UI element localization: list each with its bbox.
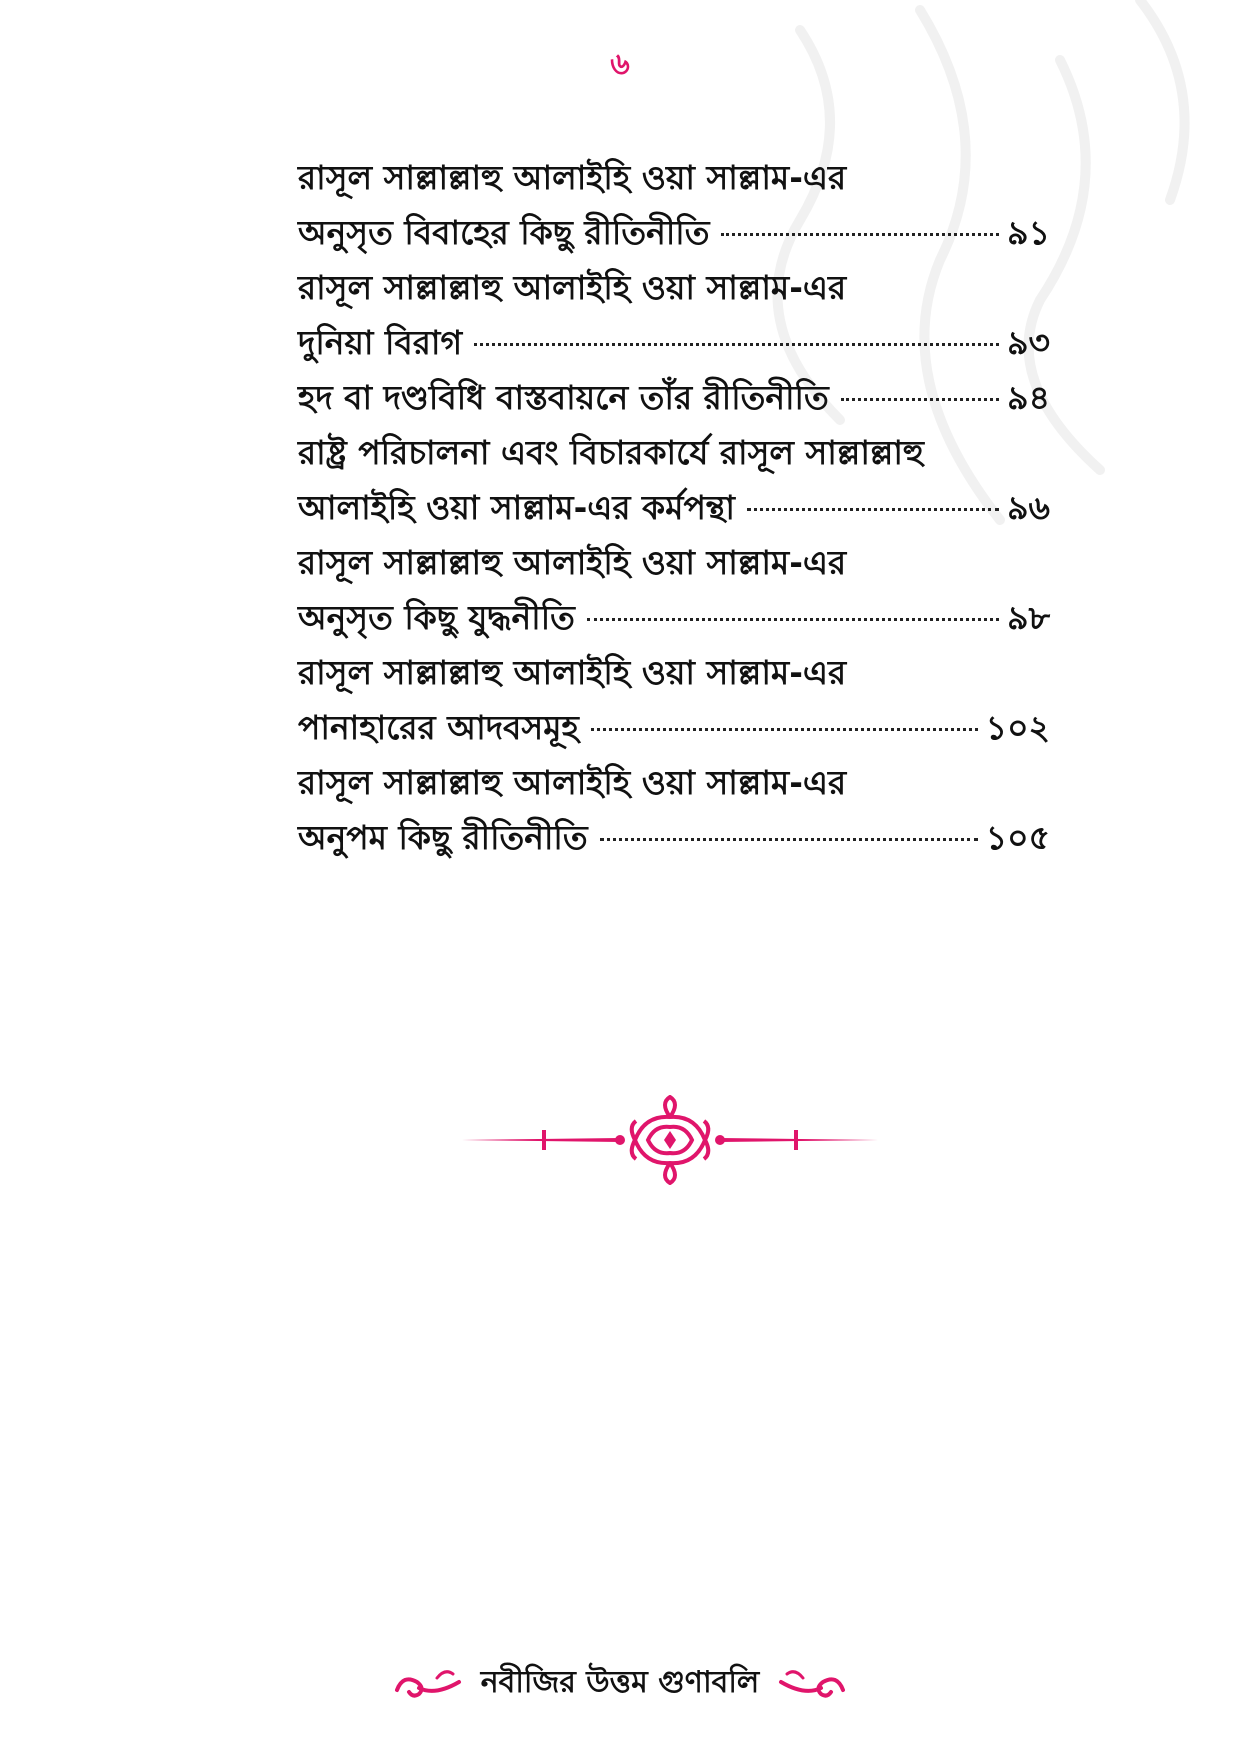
toc-entry-line bbox=[298, 645, 1050, 700]
toc-entry[interactable] bbox=[298, 535, 1050, 645]
page-number: ৬ bbox=[610, 47, 630, 82]
dot-leader bbox=[721, 233, 999, 236]
toc-entry-title: অনুপম কিছু রীতিনীতি bbox=[298, 818, 588, 857]
toc-entry-title: অনুসৃত কিছু যুদ্ধনীতি bbox=[298, 598, 575, 637]
dot-leader bbox=[474, 343, 999, 346]
toc-entry-line bbox=[298, 315, 1050, 370]
toc-entry-title: রাসূল সাল্লাল্লাহু আলাইহি ওয়া সাল্লাম-এর bbox=[298, 268, 847, 307]
dot-leader bbox=[587, 618, 999, 621]
toc-entry-page: ৯৩ bbox=[1007, 323, 1050, 362]
toc-entry-title: রাসূল সাল্লাল্লাহু আলাইহি ওয়া সাল্লাম-এর bbox=[298, 763, 847, 802]
toc-entry[interactable] bbox=[298, 370, 1050, 425]
toc-entry-page: ৯৪ bbox=[1007, 378, 1050, 417]
toc-entry[interactable] bbox=[298, 425, 1050, 535]
toc-entry-title: অনুসৃত বিবাহের কিছু রীতিনীতি bbox=[298, 213, 710, 252]
toc-entry-page: ১০২ bbox=[985, 708, 1050, 747]
toc-entry-line bbox=[298, 700, 1050, 755]
toc-entry-line bbox=[298, 205, 1050, 260]
toc-entry-title: হদ বা দণ্ডবিধি বাস্তবায়নে তাঁর রীতিনীতি bbox=[298, 378, 829, 417]
toc-entry-title: আলাইহি ওয়া সাল্লাম-এর কর্মপন্থা bbox=[298, 488, 735, 527]
toc-entry-title: পানাহারের আদবসমূহ bbox=[298, 708, 579, 747]
toc-entry-page: ৯৬ bbox=[1007, 488, 1050, 527]
toc-entry-title: রাষ্ট্র পরিচালনা এবং বিচারকার্যে রাসূল সাল্লাল্লাহু bbox=[298, 433, 924, 472]
toc-entry[interactable] bbox=[298, 260, 1050, 370]
toc-entry-line bbox=[298, 260, 1050, 315]
toc-entry-line bbox=[298, 810, 1050, 865]
toc-entry-page: ১০৫ bbox=[985, 818, 1050, 857]
swirl-right-icon bbox=[777, 1664, 847, 1704]
toc-entry[interactable] bbox=[298, 150, 1050, 260]
toc-entry-line bbox=[298, 590, 1050, 645]
running-footer bbox=[0, 1658, 1240, 1709]
toc-entry-title: রাসূল সাল্লাল্লাহু আলাইহি ওয়া সাল্লাম-এর bbox=[298, 653, 847, 692]
dot-leader bbox=[600, 838, 978, 841]
toc-entry-line bbox=[298, 150, 1050, 205]
dot-leader bbox=[591, 728, 978, 731]
toc-entry[interactable] bbox=[298, 645, 1050, 755]
toc-entry-title: দুনিয়া বিরাগ bbox=[298, 323, 463, 362]
toc-entry-page: ৯৮ bbox=[1007, 598, 1050, 637]
toc-entry[interactable] bbox=[298, 755, 1050, 865]
dot-leader bbox=[747, 508, 999, 511]
floral-ornament-icon bbox=[460, 1095, 880, 1185]
toc-entry-title: রাসূল সাল্লাল্লাহু আলাইহি ওয়া সাল্লাম-এর bbox=[298, 158, 847, 197]
table-of-contents bbox=[298, 150, 1050, 865]
toc-entry-line bbox=[298, 755, 1050, 810]
toc-entry-line bbox=[298, 480, 1050, 535]
dot-leader bbox=[841, 398, 999, 401]
swirl-left-icon bbox=[393, 1664, 463, 1704]
book-title: নবীজির উত্তম গুণাবলি bbox=[480, 1665, 760, 1700]
toc-entry-title: রাসূল সাল্লাল্লাহু আলাইহি ওয়া সাল্লাম-এর bbox=[298, 543, 847, 582]
toc-entry-line bbox=[298, 535, 1050, 590]
toc-entry-line bbox=[298, 425, 1050, 480]
toc-entry-page: ৯১ bbox=[1007, 213, 1050, 252]
toc-entry-line bbox=[298, 370, 1050, 425]
